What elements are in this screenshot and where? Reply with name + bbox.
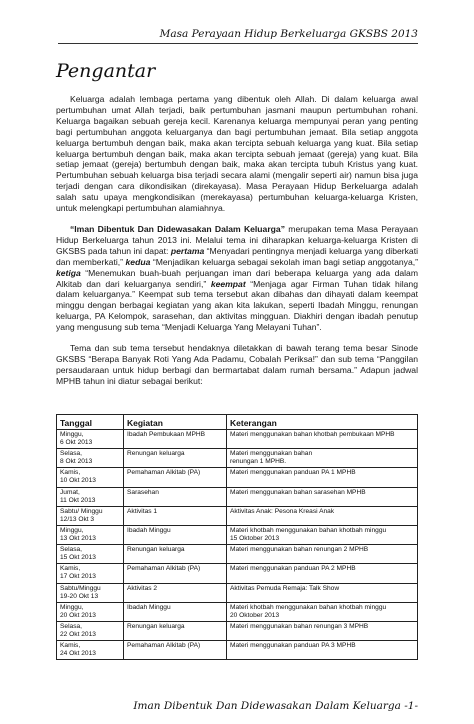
table-row xyxy=(57,641,418,660)
cell-date: Minggu, 20 Okt 2013 xyxy=(57,602,124,621)
table-row xyxy=(57,621,418,640)
cell-activity: Aktivitas 2 xyxy=(124,583,227,602)
cell-activity: Renungan keluarga xyxy=(124,621,227,640)
cell-activity: Pemahaman Alkitab (PA) xyxy=(124,468,227,487)
header-keterangan: Keterangan xyxy=(227,415,418,430)
running-header: Masa Perayaan Hidup Berkeluarga GKSBS 2013 xyxy=(159,28,418,40)
keyword-third: ketiga xyxy=(56,267,81,278)
cell-date: Selasa, 15 Okt 2013 xyxy=(57,545,124,564)
theme-quote: “Iman Dibentuk Dan Didewasakan Dalam Keluarga” xyxy=(70,223,286,234)
cell-date: Minggu, 6 Okt 2013 xyxy=(57,430,124,449)
cell-description: Materi menggunakan bahan sarasehan MPHB xyxy=(227,487,418,506)
schedule-table-body xyxy=(57,430,418,660)
cell-activity: Ibadah Pembukaan MPHB xyxy=(124,430,227,449)
cell-date: Kamis, 17 Okt 2013 xyxy=(57,564,124,583)
header-rule xyxy=(58,43,418,44)
cell-description: Materi khotbah menggunakan bahan khotbah minggu 15 Oktober 2013 xyxy=(227,525,418,544)
cell-activity: Sarasehan xyxy=(124,487,227,506)
table-row xyxy=(57,487,418,506)
cell-activity: Pemahaman Alkitab (PA) xyxy=(124,641,227,660)
cell-activity: Ibadah Minggu xyxy=(124,602,227,621)
cell-description: Materi menggunakan bahan khotbah pembukaan MPHB xyxy=(227,430,418,449)
cell-description: Materi menggunakan bahan renungan 2 MPHB xyxy=(227,545,418,564)
cell-description: Aktivitas Anak: Pesona Kreasi Anak xyxy=(227,506,418,525)
cell-date: Sabtu/Minggu 19-20 Okt 13 xyxy=(57,583,124,602)
section-title: Pengantar xyxy=(56,60,156,82)
paragraph-2-text-2: “Menyadari pentingnya menjadi keluarga yang diberkati dan memberkati,” xyxy=(56,245,418,267)
cell-date: Kamis, 10 Okt 2013 xyxy=(57,468,124,487)
cell-date: Sabtu/ Minggu 12/13 Okt 3 xyxy=(57,506,124,525)
table-row xyxy=(57,468,418,487)
cell-description: Materi menggunakan panduan PA 1 MPHB xyxy=(227,468,418,487)
table-row xyxy=(57,449,418,468)
page-footer: Iman Dibentuk Dan Didewasakan Dalam Keluarga -1- xyxy=(133,700,418,712)
cell-description: Materi menggunakan panduan PA 3 MPHB xyxy=(227,641,418,660)
cell-date: Kamis, 24 Okt 2013 xyxy=(57,641,124,660)
table-row xyxy=(57,602,418,621)
table-row xyxy=(57,525,418,544)
table-row xyxy=(57,430,418,449)
keyword-fourth: keempat xyxy=(210,278,246,289)
cell-activity: Renungan keluarga xyxy=(124,545,227,564)
paragraph-3: Tema dan sub tema tersebut hendaknya diletakkan di bawah terang tema besar Sinode GKSBS “Berapa Banyak Roti Yang Ada Padamu, Cobalah Periksa!” dan sub tema “Panggilan persaudaraan untuk hidup berbagi dan bermartabat dalam rumah bersama.” Adapun jadwal MPHB tahun ini diatur sebagai berikut: xyxy=(56,343,418,386)
cell-description: Materi khotbah menggunakan bahan khotbah minggu 20 Oktober 2013 xyxy=(227,602,418,621)
cell-date: Minggu, 13 Okt 2013 xyxy=(57,525,124,544)
cell-description: Materi menggunakan bahan renungan 1 MPHB. xyxy=(227,449,418,468)
cell-activity: Pemahaman Alkitab (PA) xyxy=(124,564,227,583)
header-kegiatan: Kegiatan xyxy=(124,415,227,430)
table-row xyxy=(57,583,418,602)
table-row xyxy=(57,564,418,583)
table-header-row xyxy=(57,415,418,430)
body-text xyxy=(56,94,418,397)
paragraph-2-text-4: “Menemukan buah-buah perjuangan iman dari beberapa keluarga yang ada dalam Alkitab dan dari keluarganya sendiri,” xyxy=(56,267,418,289)
cell-activity: Renungan keluarga xyxy=(124,449,227,468)
header-tanggal: Tanggal xyxy=(57,415,124,430)
keyword-first: pertama xyxy=(170,245,205,256)
cell-description: Materi menggunakan bahan renungan 3 MPHB xyxy=(227,621,418,640)
cell-date: Jumat, 11 Okt 2013 xyxy=(57,487,124,506)
cell-activity: Ibadah Minggu xyxy=(124,525,227,544)
paragraph-1: Keluarga adalah lembaga pertama yang dibentuk oleh Allah. Di dalam keluarga awal pertumbuhan umat Allah terjadi, baik pertumbuhan jasmani maupun pertumbuhan rohani. Keluarga bagaikan sebuah gereja kecil. Karenanya keluarga mempunyai peran yang penting bagi pertumbuhan anggota keluarganya dan bagi pertumbuhan jemaat. Bila setiap anggota keluarga bertumbuh dengan baik, maka akan tercipta sebuah keluarga yang kuat. Bila setiap keluarga bertumbuh dengan baik, maka akan tercipta sebuah jemaat (gereja) yang kuat. Bila setiap jemaat (gereja) bertumbuh dengan baik, maka akan tercipta tubuh Kristus yang kuat. Pertumbuhan sebuah keluarga bisa terjadi secara alami (mengalir seperti air) namun bisa juga terjadi dengan cara dikondisikan (direkayasa). Masa Perayaan Hidup Berkeluarga adalah salah satu upaya mengkondisikan (merekayasa) pertumbuhan keluarga-keluarga Kristen, untuk melengkapi pertumbuhan alamiahnya. xyxy=(56,94,418,214)
paragraph-2-text-3: “Menjadikan keluarga sebagai sekolah iman bagi setiap anggotanya,” xyxy=(150,256,418,267)
paragraph-2-text-1: merupakan tema Masa Perayaan Hidup Berkeluarga tahun 2013 ini. Melalui tema ini diharapkan keluarga-keluarga Kristen di GKSBS pada tahun ini dapat: xyxy=(56,223,418,256)
cell-description: Materi menggunakan panduan PA 2 MPHB xyxy=(227,564,418,583)
cell-description: Aktivitas Pemuda Remaja: Talk Show xyxy=(227,583,418,602)
schedule-table xyxy=(56,414,418,660)
cell-date: Selasa, 8 Okt 2013 xyxy=(57,449,124,468)
keyword-second: kedua xyxy=(125,256,151,267)
cell-activity: Aktivitas 1 xyxy=(124,506,227,525)
table-row xyxy=(57,545,418,564)
paragraph-2 xyxy=(56,224,418,333)
paragraph-2-text-5: “Menjaga agar Firman Tuhan tidak hilang dalam keluarganya.” Keempat sub tema tersebut akan dibahas dan dihayati dalam keempat minggu dengan berbagai kegiatan yang akan kita lakukan, seperti Ibadah Minggu, renungan keluarga, PA Kelompok, sarasehan, dan aktivitas mingguan. Diakhiri dengan ibadah penutup yang mengusung sub tema “Menjadi Keluarga Yang Melayani Tuhan”. xyxy=(56,278,418,333)
table-row xyxy=(57,506,418,525)
cell-date: Selasa, 22 Okt 2013 xyxy=(57,621,124,640)
